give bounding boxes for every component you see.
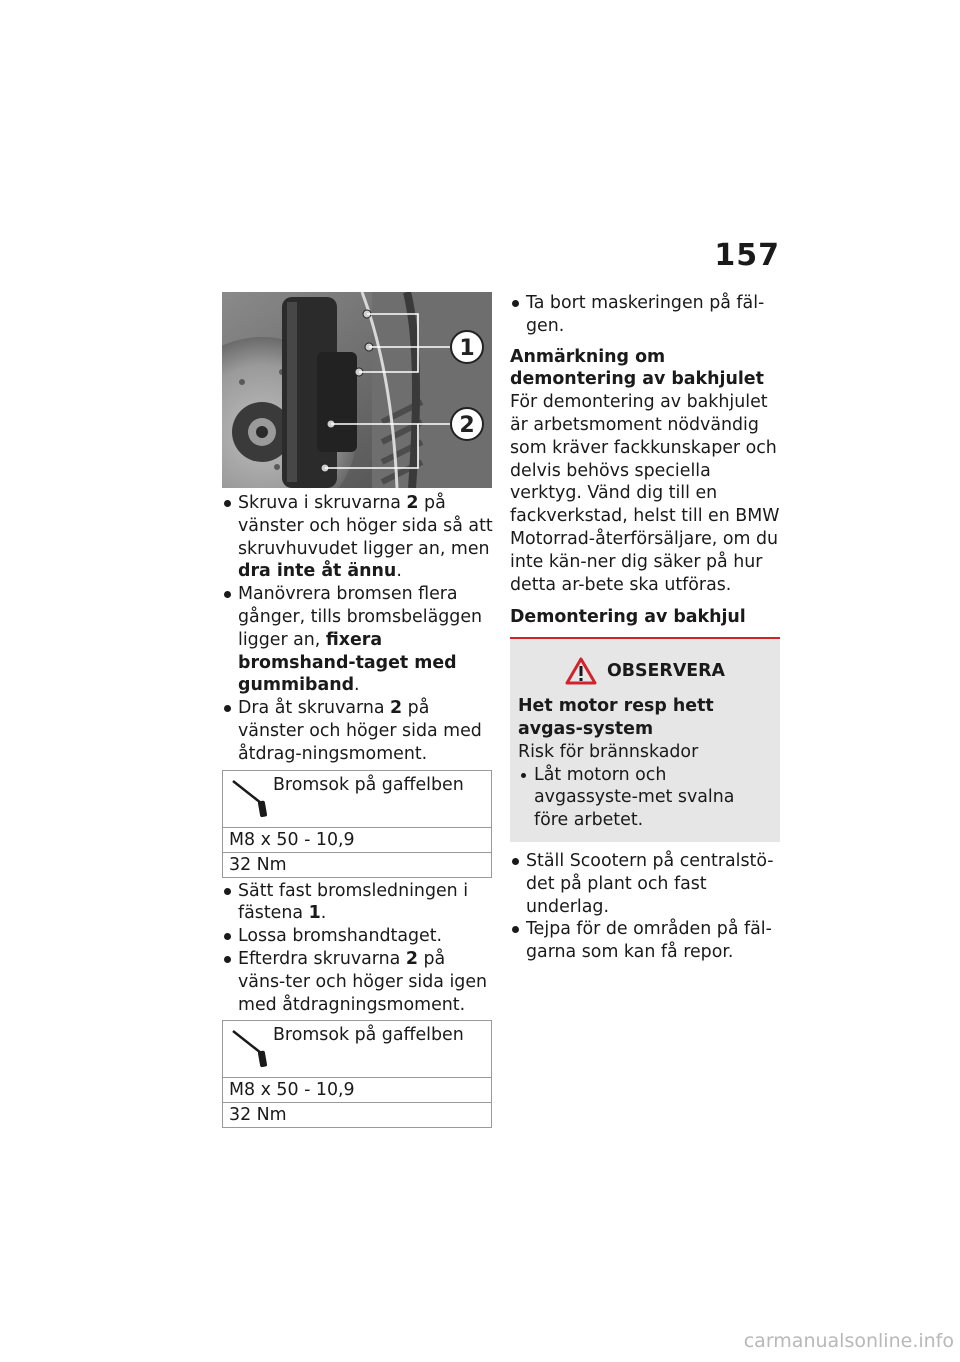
- torque-table-1: [222, 770, 492, 878]
- list-item: Låt motorn och avgassyste-met svalna före arbetet.: [518, 764, 772, 832]
- left-column: [222, 292, 494, 1130]
- torque-spec: M8 x 50 - 10,9: [223, 828, 491, 853]
- instruction-list-bottom: [510, 850, 780, 964]
- list-item: Manövrera bromsen flera gånger, tills bromsbeläggen ligger an, fixera bromshand-taget med gummiband.: [222, 583, 494, 697]
- notice-heading: Het motor resp hett avgas-system: [518, 696, 714, 739]
- torque-wrench-icon: [231, 777, 271, 821]
- notice-title: OBSERVERA: [606, 661, 726, 682]
- list-item: Skruva i skruvarna 2 på vänster och höger sida så att skruvhuvudet ligger an, men dra inte åt ännu.: [222, 492, 494, 583]
- watermark: carmanualsonline.info: [743, 1330, 954, 1352]
- list-item: Ställ Scootern på centralstö-det på plant och fast underlag.: [510, 850, 780, 918]
- warning-triangle-icon: [565, 657, 597, 685]
- torque-value: 32 Nm: [229, 1105, 287, 1126]
- note-text: För demontering av bakhjulet är arbetsmoment nödvändig som kräver fackkunskaper och delvis behövs speciella verktyg. Vänd dig till en fackverkstad, helst till en BMW Motorrad-återförsäljare, om du inte kän-ner dig säker på hur detta ar-bete ska utföras.: [510, 392, 780, 595]
- list-item: Efterdra skruvarna 2 på väns-ter och höger sida igen med åtdragningsmoment.: [222, 948, 494, 1016]
- instruction-list-top: [510, 292, 780, 338]
- callout-1: 1: [459, 336, 475, 361]
- torque-label: Bromsok på gaffelben: [273, 774, 464, 795]
- list-item: Sätt fast bromsledningen i fästena 1.: [222, 880, 494, 926]
- instruction-list-b: [222, 880, 494, 1017]
- instruction-list-a: [222, 492, 494, 766]
- torque-table-2: [222, 1020, 492, 1128]
- list-item: Ta bort maskeringen på fäl-gen.: [510, 292, 780, 338]
- torque-value: 32 Nm: [229, 854, 287, 875]
- list-item: Tejpa för de områden på fäl-garna som kan få repor.: [510, 918, 780, 964]
- torque-spec: M8 x 50 - 10,9: [223, 1078, 491, 1103]
- torque-wrench-icon: [231, 1027, 271, 1071]
- right-column: [510, 292, 780, 964]
- notice-list: [518, 764, 772, 832]
- list-item: Lossa bromshandtaget.: [222, 925, 494, 948]
- list-item: Dra åt skruvarna 2 på vänster och höger sida med åtdrag-ningsmoment.: [222, 697, 494, 765]
- page-number: 157: [714, 238, 780, 273]
- notice-risk: Risk för brännskador: [518, 741, 699, 762]
- note-heading: Anmärkning om demontering av bakhjulet: [510, 346, 764, 390]
- torque-label: Bromsok på gaffelben: [273, 1025, 464, 1046]
- callout-2: 2: [459, 413, 475, 438]
- section-heading: Demontering av bakhjul: [510, 607, 746, 628]
- brake-caliper-photo: [222, 292, 492, 488]
- warning-notice: [510, 637, 780, 842]
